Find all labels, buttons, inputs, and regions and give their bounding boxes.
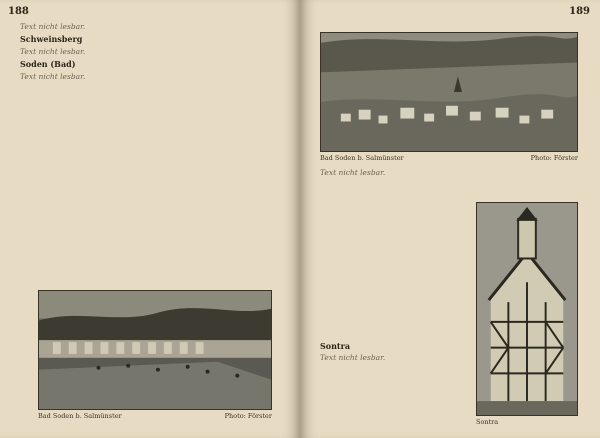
- photo-caption-row: [320, 154, 578, 162]
- photo-caption: Sontra: [476, 418, 499, 426]
- photo-caption: Bad Soden b. Salmünster: [320, 154, 404, 162]
- entry-heading: Sontra: [320, 341, 351, 351]
- right-text-column: [320, 168, 470, 363]
- photo-credit: Photo: Förster: [530, 154, 578, 162]
- entry-text: Text nicht lesbar.: [20, 46, 86, 56]
- left-text-column: [20, 22, 282, 83]
- page-number-left: 188: [8, 6, 29, 17]
- entry-heading: Soden (Bad): [20, 59, 76, 70]
- paragraph: Text nicht lesbar.: [320, 168, 386, 177]
- entry-text: Text nicht lesbar.: [20, 71, 86, 81]
- photo-caption-row: [476, 418, 578, 426]
- photo-credit: Photo: Förster: [224, 412, 272, 420]
- right-page: [300, 0, 600, 438]
- photo-timbered-town-hall: [476, 202, 578, 416]
- photo-caption: Bad Soden b. Salmünster: [38, 412, 122, 420]
- entry-text: Text nicht lesbar.: [20, 22, 86, 31]
- entry: [320, 338, 470, 365]
- entry: [20, 35, 282, 56]
- entry-text: Text nicht lesbar.: [320, 353, 386, 363]
- photo-spa-pool: [38, 290, 272, 410]
- entry: [20, 60, 282, 81]
- photo-caption-row: [38, 412, 272, 420]
- entry: [20, 22, 282, 31]
- entry-heading: Schweinsberg: [20, 34, 83, 45]
- page-number-right: 189: [569, 6, 590, 17]
- photo-town-panorama: [320, 32, 578, 152]
